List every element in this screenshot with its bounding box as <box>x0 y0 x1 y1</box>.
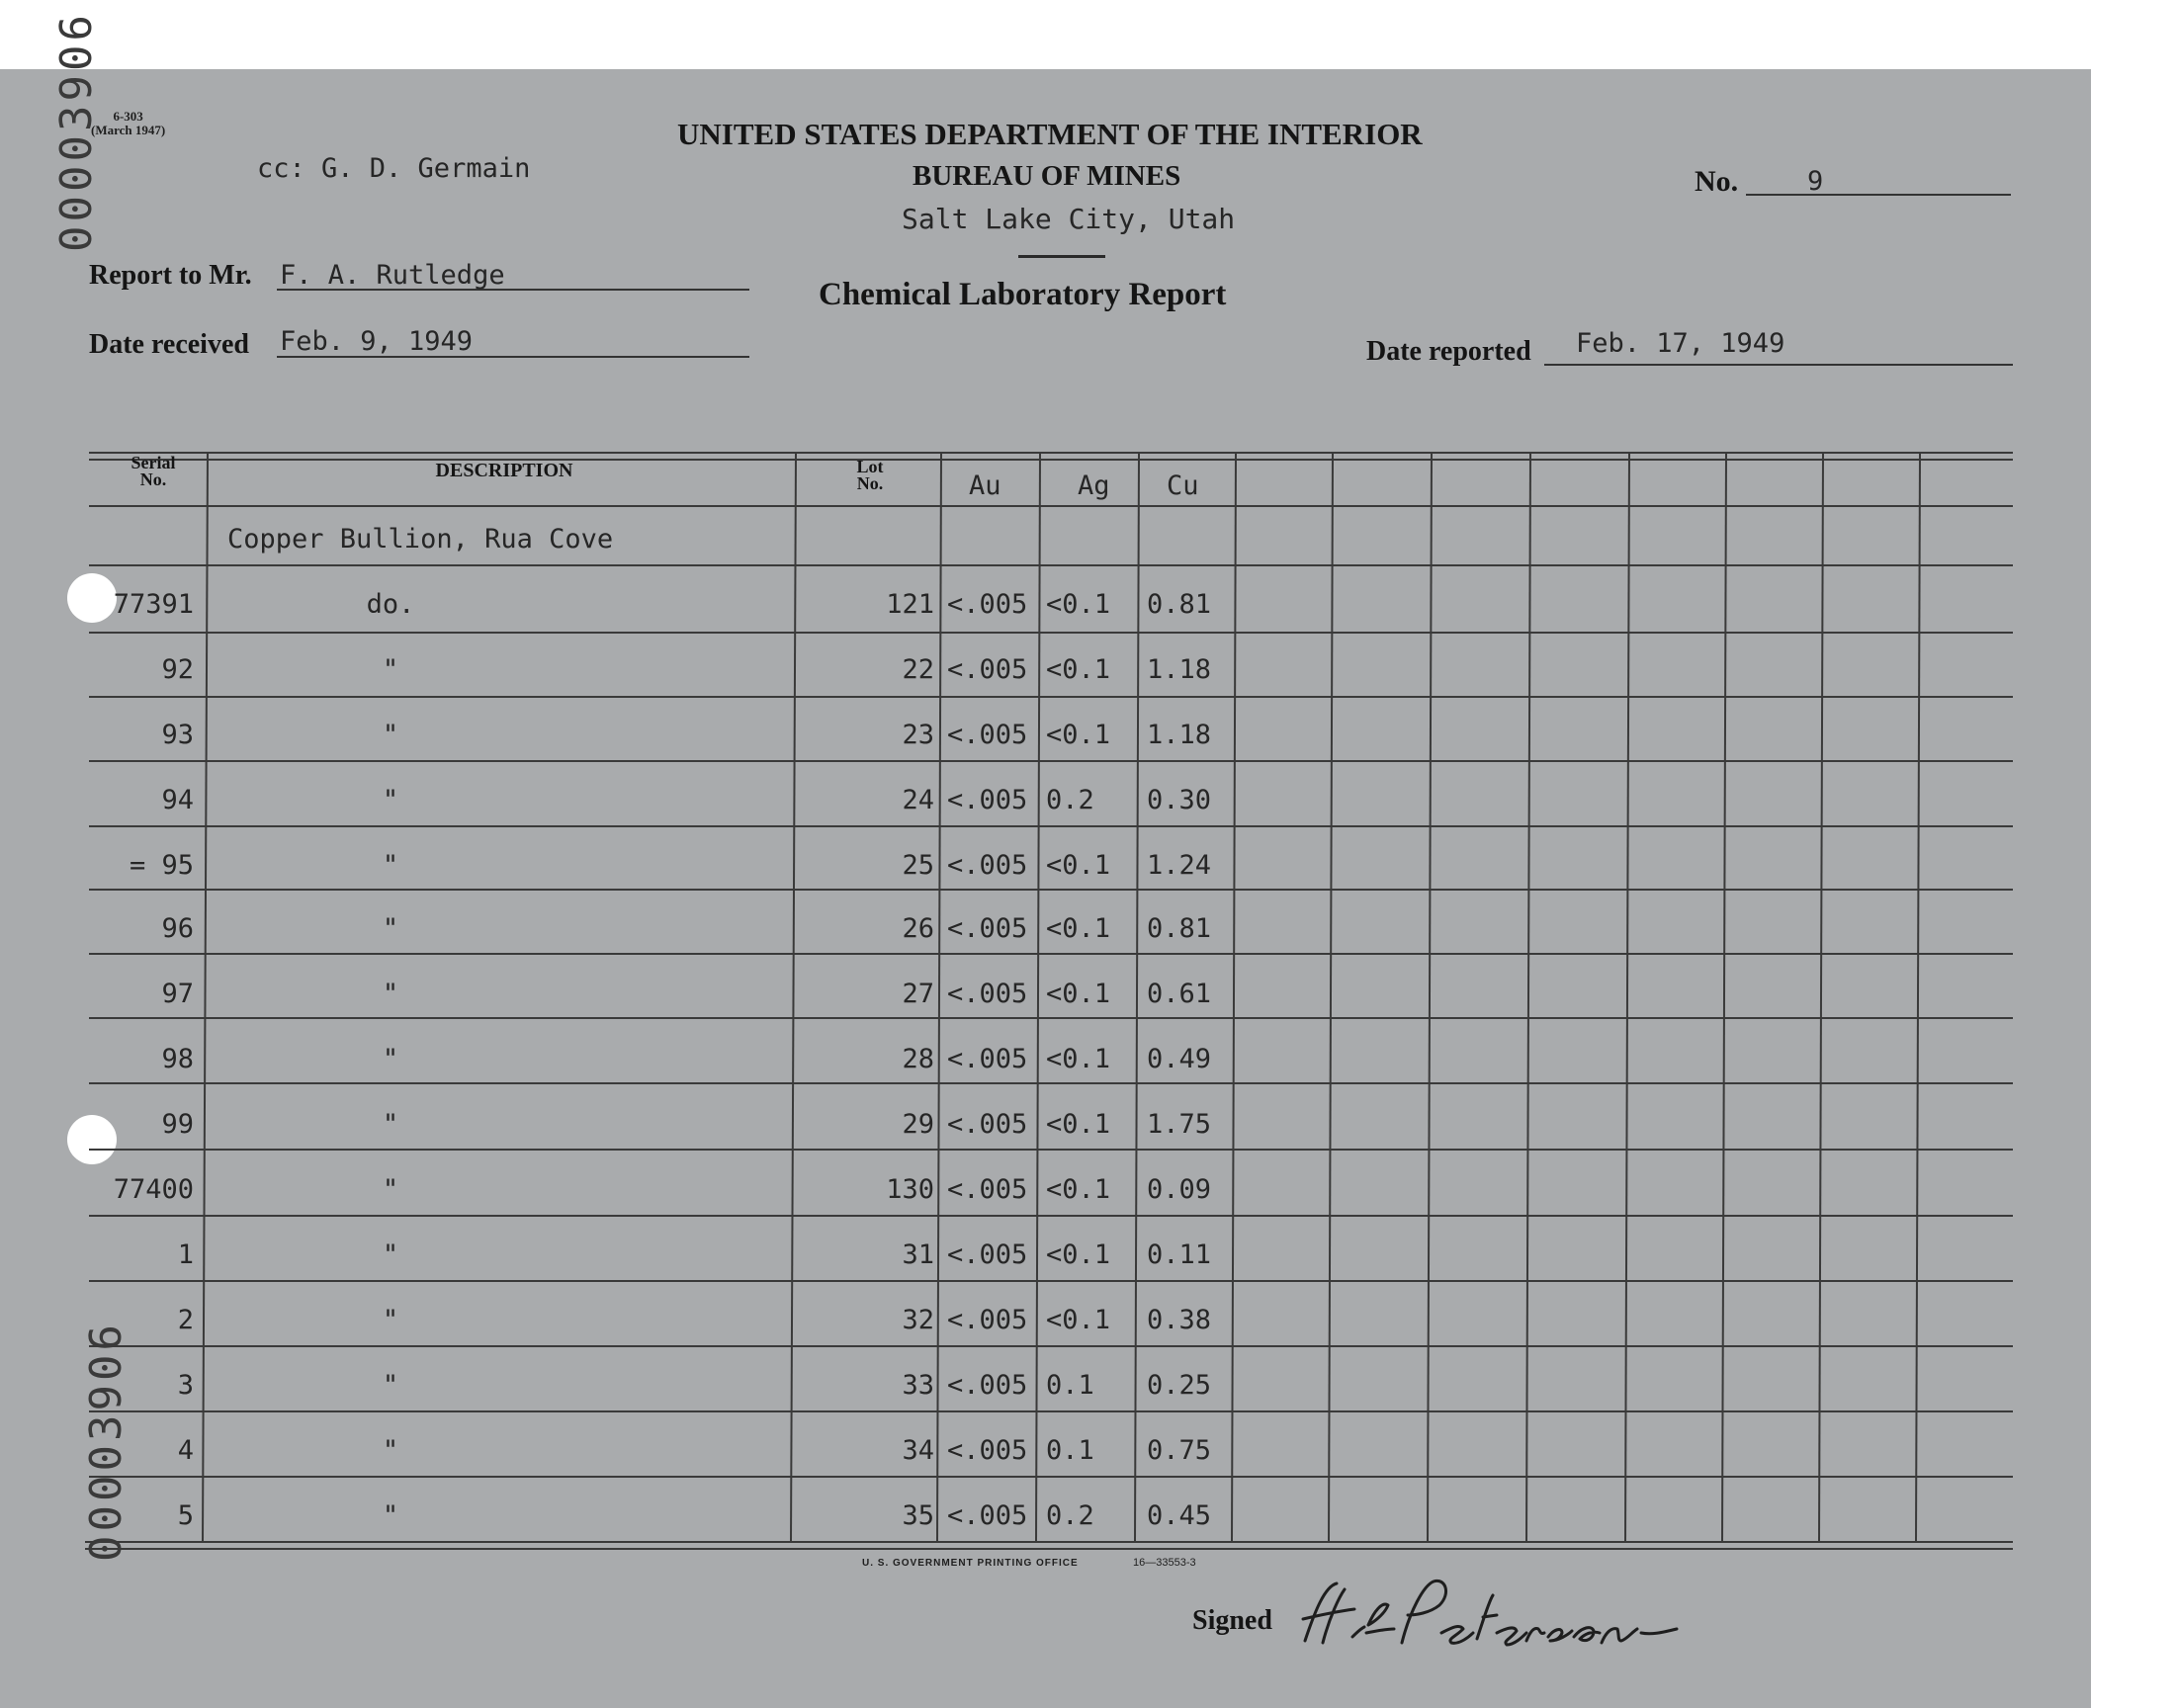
cell-au: <.005 <box>947 720 1028 750</box>
cell-au: <.005 <box>947 1044 1028 1074</box>
cell-lot: 24 <box>902 785 934 815</box>
cell-cu: 0.45 <box>1147 1500 1212 1531</box>
cell-ag: <0.1 <box>1046 913 1111 944</box>
form-number-date: (March 1947) <box>91 123 166 137</box>
signed-label: Signed <box>1192 1605 1272 1636</box>
lot-no-header-line1: Lot <box>856 457 884 476</box>
cell-cu: 0.25 <box>1147 1370 1212 1401</box>
document-id-stamp: 00003906 <box>51 11 102 252</box>
cell-lot: 22 <box>902 654 934 685</box>
cell-serial: 5 <box>177 1500 194 1531</box>
cell-ag: <0.1 <box>1046 720 1111 750</box>
department-heading: UNITED STATES DEPARTMENT OF THE INTERIOR <box>677 117 1423 151</box>
cell-description: " <box>382 1500 399 1531</box>
cell-ag: <0.1 <box>1046 654 1111 685</box>
cell-ag: <0.1 <box>1046 1109 1111 1140</box>
description-group-label: Copper Bullion, Rua Cove <box>227 524 614 555</box>
cell-serial: 92 <box>161 654 194 685</box>
cell-lot: 35 <box>902 1500 934 1531</box>
cell-ag: <0.1 <box>1046 1305 1111 1335</box>
cell-serial: 77391 <box>113 589 194 620</box>
cell-serial: 2 <box>177 1305 194 1335</box>
cell-au: <.005 <box>947 785 1028 815</box>
cell-au: <.005 <box>947 1174 1028 1205</box>
cell-au: <.005 <box>947 1305 1028 1335</box>
print-code: 16—33553-3 <box>1133 1557 1196 1569</box>
cell-ag: <0.1 <box>1046 1239 1111 1270</box>
cell-ag: <0.1 <box>1046 1044 1111 1074</box>
cell-au: <.005 <box>947 1500 1028 1531</box>
cell-ag: <0.1 <box>1046 979 1111 1009</box>
cell-description: " <box>382 1109 399 1140</box>
cell-au: <.005 <box>947 654 1028 685</box>
cell-au: <.005 <box>947 913 1028 944</box>
printer-credit: U. S. GOVERNMENT PRINTING OFFICE <box>862 1558 1079 1569</box>
cell-serial: 98 <box>161 1044 194 1074</box>
date-reported-label: Date reported <box>1366 336 1531 367</box>
cell-cu: 0.61 <box>1147 979 1212 1009</box>
cell-ag: <0.1 <box>1046 850 1111 881</box>
cell-au: <.005 <box>947 589 1028 620</box>
form-number-code: 6-303 <box>113 109 143 124</box>
cell-serial: = 95 <box>129 850 194 881</box>
cell-lot: 31 <box>902 1239 934 1270</box>
cell-serial: 93 <box>161 720 194 750</box>
cell-lot: 26 <box>902 913 934 944</box>
au-header: Au <box>969 470 1001 501</box>
report-number-value: 9 <box>1807 166 1824 197</box>
cell-ag: 0.2 <box>1046 785 1094 815</box>
cell-lot: 28 <box>902 1044 934 1074</box>
cell-cu: 0.81 <box>1147 913 1212 944</box>
date-received-value: Feb. 9, 1949 <box>280 326 474 357</box>
location-line: Salt Lake City, Utah <box>902 203 1236 235</box>
cell-lot: 27 <box>902 979 934 1009</box>
cell-cu: 1.18 <box>1147 654 1212 685</box>
cell-description: " <box>382 979 399 1009</box>
serial-no-header-line1: Serial <box>130 453 176 472</box>
cell-cu: 0.75 <box>1147 1435 1212 1466</box>
cell-lot: 33 <box>902 1370 934 1401</box>
cell-description: " <box>382 913 399 944</box>
cu-header: Cu <box>1167 470 1199 501</box>
cell-lot: 29 <box>902 1109 934 1140</box>
cc-line: cc: G. D. Germain <box>257 153 531 184</box>
cell-serial: 4 <box>177 1435 194 1466</box>
cell-au: <.005 <box>947 1435 1028 1466</box>
cell-ag: <0.1 <box>1046 1174 1111 1205</box>
cell-ag: 0.1 <box>1046 1435 1094 1466</box>
cell-cu: 0.49 <box>1147 1044 1212 1074</box>
cell-serial: 3 <box>177 1370 194 1401</box>
serial-no-header <box>114 455 193 488</box>
cell-au: <.005 <box>947 1370 1028 1401</box>
cell-serial: 99 <box>161 1109 194 1140</box>
signature-image <box>1285 1572 1700 1661</box>
cell-cu: 0.38 <box>1147 1305 1212 1335</box>
report-to-value: F. A. Rutledge <box>280 260 505 291</box>
cell-description: " <box>382 654 399 685</box>
cell-cu: 0.81 <box>1147 589 1212 620</box>
cell-lot: 25 <box>902 850 934 881</box>
ag-header: Ag <box>1078 470 1110 501</box>
cell-cu: 1.18 <box>1147 720 1212 750</box>
cell-lot: 130 <box>886 1174 934 1205</box>
cell-au: <.005 <box>947 1109 1028 1140</box>
cell-au: <.005 <box>947 1239 1028 1270</box>
cell-description: " <box>382 1239 399 1270</box>
cell-au: <.005 <box>947 850 1028 881</box>
cell-cu: 1.75 <box>1147 1109 1212 1140</box>
cell-description: " <box>382 720 399 750</box>
cell-serial: 97 <box>161 979 194 1009</box>
serial-no-header-line2: No. <box>139 470 167 489</box>
cell-description: " <box>382 1044 399 1074</box>
cell-cu: 0.30 <box>1147 785 1212 815</box>
cell-lot: 121 <box>886 589 934 620</box>
lot-no-header <box>845 459 895 492</box>
document-id-stamp: 00003906 <box>81 1321 131 1562</box>
cell-cu: 0.09 <box>1147 1174 1212 1205</box>
cell-description: " <box>382 1435 399 1466</box>
bureau-heading: BUREAU OF MINES <box>913 160 1181 192</box>
cell-description: " <box>382 850 399 881</box>
cell-cu: 1.24 <box>1147 850 1212 881</box>
report-to-label: Report to Mr. <box>89 260 252 291</box>
cell-ag: 0.1 <box>1046 1370 1094 1401</box>
description-header: DESCRIPTION <box>435 460 573 481</box>
cell-cu: 0.11 <box>1147 1239 1212 1270</box>
cell-lot: 34 <box>902 1435 934 1466</box>
cell-ag: 0.2 <box>1046 1500 1094 1531</box>
cell-lot: 32 <box>902 1305 934 1335</box>
cell-serial: 96 <box>161 913 194 944</box>
cell-lot: 23 <box>902 720 934 750</box>
cell-description: " <box>382 1174 399 1205</box>
cell-serial: 1 <box>177 1239 194 1270</box>
cell-au: <.005 <box>947 979 1028 1009</box>
cell-description: " <box>382 785 399 815</box>
cell-serial: 94 <box>161 785 194 815</box>
report-number-label: No. <box>1695 165 1739 198</box>
lot-no-header-line2: No. <box>856 473 884 493</box>
cell-description: " <box>382 1370 399 1401</box>
cell-serial: 77400 <box>113 1174 194 1205</box>
date-received-label: Date received <box>89 329 249 360</box>
date-reported-value: Feb. 17, 1949 <box>1576 328 1785 359</box>
report-title: Chemical Laboratory Report <box>819 277 1227 312</box>
cell-description: do. <box>366 589 415 620</box>
cell-description: " <box>382 1305 399 1335</box>
cell-ag: <0.1 <box>1046 589 1111 620</box>
